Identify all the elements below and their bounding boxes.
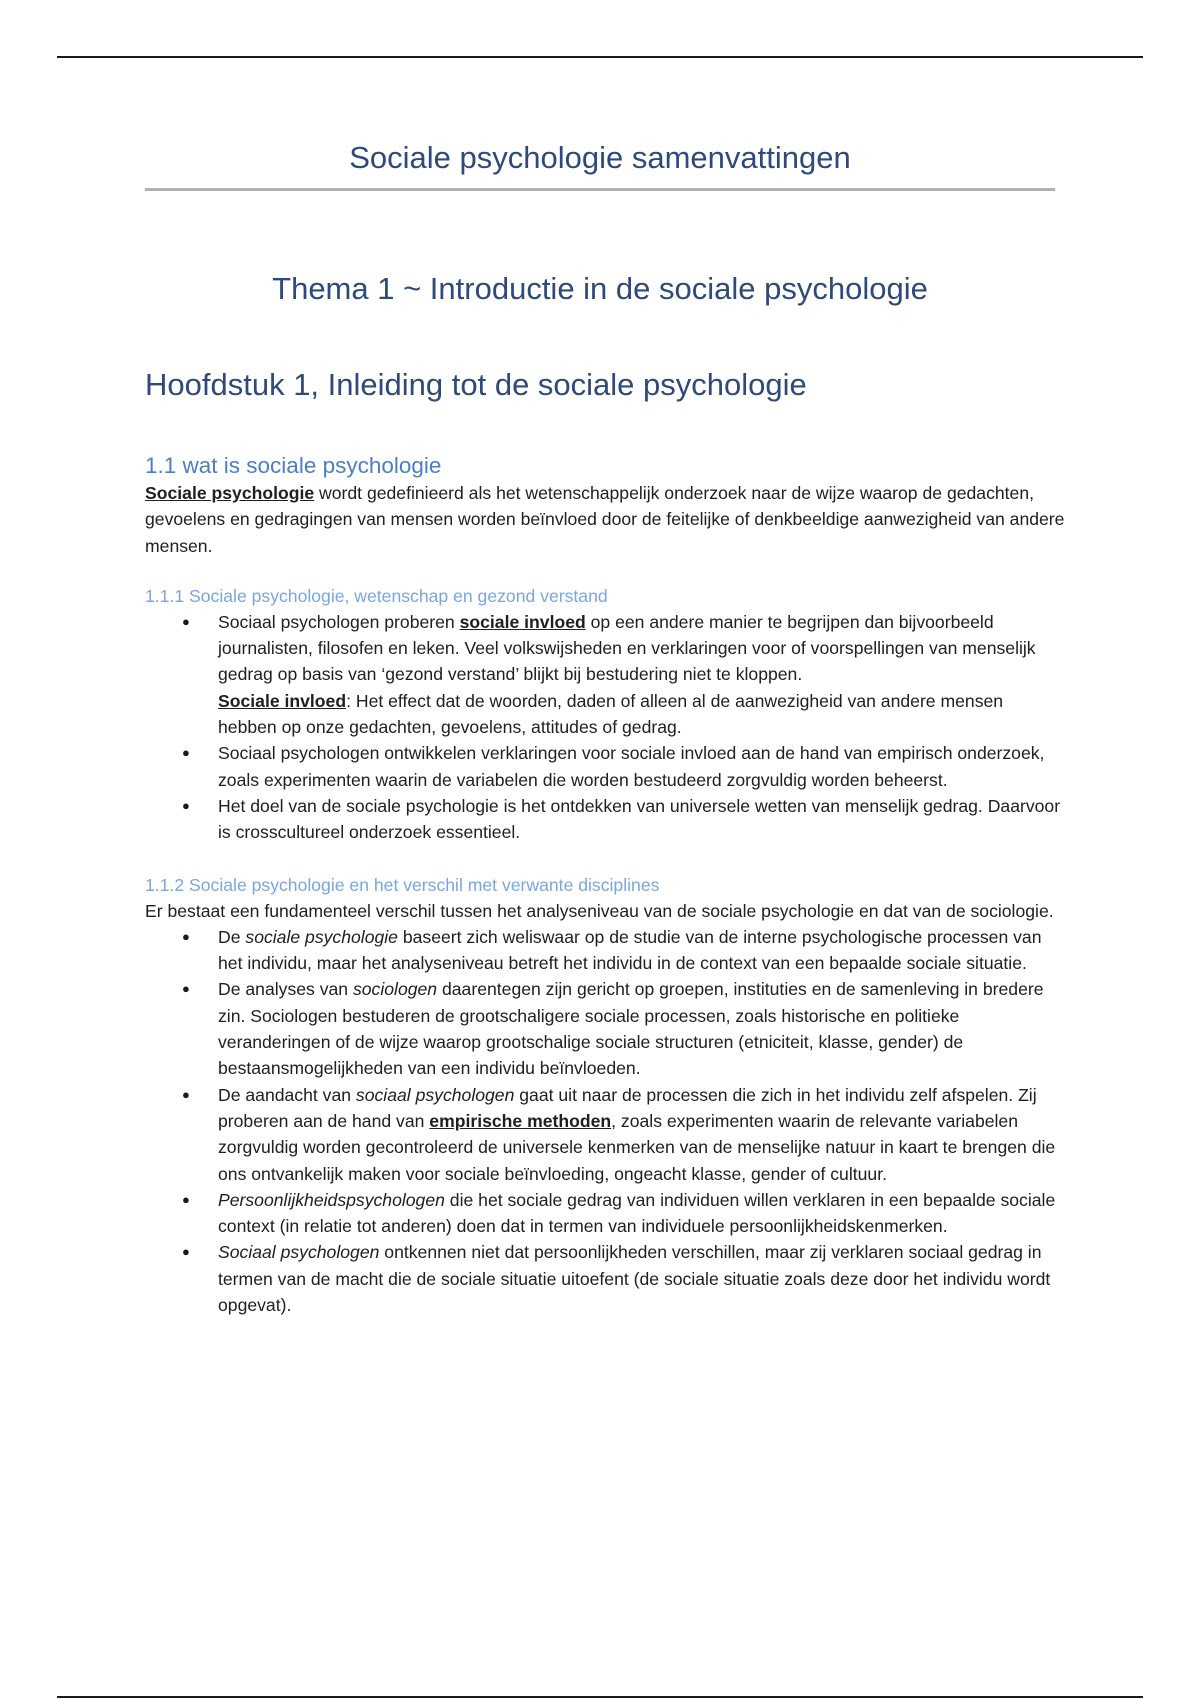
bullet-text: De analyses van bbox=[218, 979, 353, 1000]
term-sociale-invloed-definition: Sociale invloed bbox=[218, 690, 347, 711]
list-item bbox=[145, 924, 1065, 977]
list-item bbox=[145, 793, 1065, 846]
bullet-text: die het sociale gedrag van individuen willen verklaren in een bepaalde sociale context (in relatie tot anderen) doen dat in termen van individuele persoonlijkheidskenmerken. bbox=[218, 1189, 1056, 1237]
document-body bbox=[145, 452, 1065, 1318]
header-rule bbox=[57, 56, 1143, 58]
list-item bbox=[145, 1082, 1065, 1187]
footer-rule bbox=[57, 1696, 1143, 1698]
bullet-text: op een andere manier te begrijpen dan bijvoorbeeld journalisten, filosofen en leken. Veel volkswijsheden en verklaringen voor of voorspellingen van menselijk gedrag op basis van ‘gezond verstand’ blijkt bij bestudering niet te kloppen. bbox=[218, 611, 1036, 685]
bullet-text: Sociaal psychologen proberen bbox=[218, 611, 460, 632]
bullet-text: Het doel van de sociale psychologie is het ontdekken van universele wetten van menselijk gedrag. Daarvoor is crosscultureel onderzoek essentieel. bbox=[218, 795, 1061, 843]
bullet-text: daarentegen zijn gericht op groepen, instituties en de samenleving in bredere zin. Sociologen bestuderen de grootschaligere sociale processen, zoals historische en politieke veranderingen of de wijze waarop grootschalige sociale structuren (etniciteit, klasse, gender) de bestaansmogelijkheden van een individu beïnvloeden. bbox=[218, 979, 1044, 1079]
emphasis-text: sociologen bbox=[352, 979, 438, 1000]
list-item bbox=[145, 1239, 1065, 1318]
section-heading-1-1: 1.1 wat is sociale psychologie bbox=[145, 453, 442, 478]
theme-heading: Thema 1 ~ Introductie in de sociale psychologie bbox=[272, 271, 928, 306]
bullet-text: De bbox=[218, 926, 246, 947]
section-heading-1-1-2: 1.1.2 Sociale psychologie en het verschil met verwante disciplines bbox=[145, 874, 660, 895]
bullet-text: De aandacht van bbox=[218, 1084, 356, 1105]
document-title: Sociale psychologie samenvattingen bbox=[349, 140, 851, 175]
bullet-text: baseert zich weliswaar op de studie van de interne psychologische processen van het individu, maar het analyseniveau betreft het individu in de context van een bepaalde sociale situatie. bbox=[218, 926, 1042, 974]
definition-text: wordt gedefinieerd als het wetenschappelijk onderzoek naar de wijze waarop de gedachten, gevoelens en gedragingen van mensen worden beïnvloed door de feitelijke of denkbeeldige aanwezigheid van andere mensen. bbox=[145, 483, 1065, 556]
term-empirische-methoden: empirische methoden bbox=[429, 1110, 612, 1131]
emphasis-text: sociale psychologie bbox=[245, 926, 398, 947]
definition-paragraph bbox=[145, 480, 1065, 559]
term-sociale-invloed: sociale invloed bbox=[459, 611, 586, 632]
bullet-text: ontkennen niet dat persoonlijkheden verschillen, maar zij verklaren sociaal gedrag in termen van de macht die de sociale situatie uitoefent (de sociale situatie zoals deze door het individu wordt opgevat). bbox=[218, 1242, 1051, 1316]
intro-paragraph: Er bestaat een fundamenteel verschil tussen het analyseniveau van de sociale psychologie en dat van de sociologie. bbox=[145, 900, 1054, 921]
emphasis-text: Sociaal psychologen bbox=[218, 1242, 380, 1263]
bullet-text: gaat uit naar de processen die zich in het individu zelf afspelen. Zij proberen aan de hand van bbox=[218, 1084, 1037, 1131]
emphasis-text: sociaal psychologen bbox=[355, 1084, 515, 1105]
bullet-text: , zoals experimenten waarin de relevante variabelen zorgvuldig worden gecontroleerd de universele kenmerken van de menselijke natuur in kaart te brengen die ons ontvankelijk maken voor sociale beïnvloeding, ongeacht klasse, gender of cultuur. bbox=[218, 1110, 1056, 1184]
bullet-list-1-1-1 bbox=[145, 609, 1065, 846]
emphasis-text: Persoonlijkheidspsychologen bbox=[218, 1189, 445, 1210]
term-sociale-psychologie: Sociale psychologie bbox=[145, 483, 315, 503]
bullet-text: Sociaal psychologen ontwikkelen verklaringen voor sociale invloed aan de hand van empirisch onderzoek, zoals experimenten waarin de variabelen die worden bestudeerd zorgvuldig worden beheerst. bbox=[218, 743, 1045, 790]
bullet-text: : Het effect dat de woorden, daden of alleen al de aanwezigheid van andere mensen hebben op onze gedachten, gevoelens, attitudes of gedrag. bbox=[218, 690, 1004, 738]
bullet-list-1-1-2 bbox=[145, 924, 1065, 1318]
title-underline bbox=[145, 188, 1055, 191]
list-item bbox=[145, 1187, 1065, 1240]
section-heading-1-1-1: 1.1.1 Sociale psychologie, wetenschap en gezond verstand bbox=[145, 585, 608, 606]
list-item bbox=[145, 609, 1065, 740]
chapter-heading: Hoofdstuk 1, Inleiding tot de sociale psychologie bbox=[145, 367, 807, 402]
list-item bbox=[145, 976, 1065, 1081]
list-item bbox=[145, 740, 1065, 793]
